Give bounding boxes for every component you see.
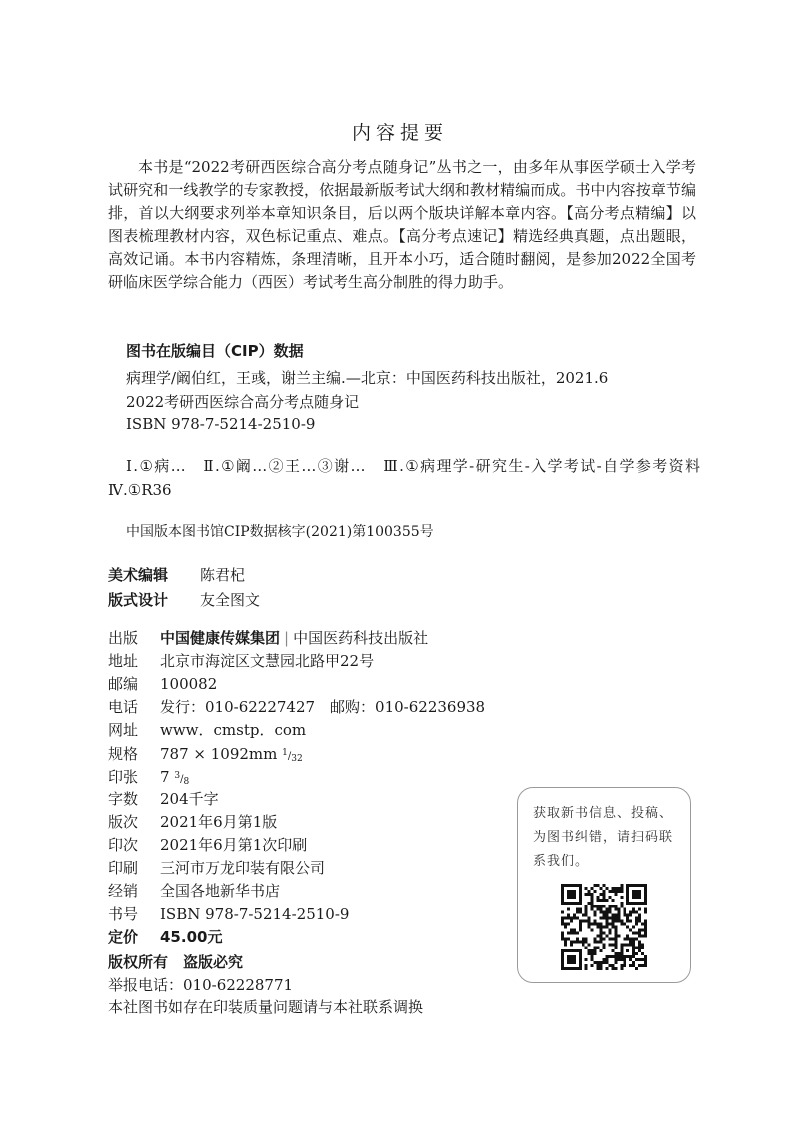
printer-row — [108, 857, 325, 879]
format-fraction: $^1/_{32}$ — [282, 748, 303, 764]
printer-label: 印刷 — [108, 859, 139, 877]
sheets-value: 7 — [160, 768, 170, 786]
credit-art-editor — [108, 564, 245, 585]
summary-paragraph: 本书是“2022考研西医综合高分考点随身记”丛书之一，由多年从事医学硕士入学考试研究和一线教学的专家教授，依据最新版考试大纲和教材精编而成。书中内容按章节编排，首以大纲要求列举本章知识条目，后以两个版块详解本章内容。【高分考点精编】以图表梳理教材内容，双色标记重点、难点。【高分考点速记】精选经典真题，点出题眼，高效记诵。本书内容精炼，条理清晰，且开本小巧，适合随时翻阅，是参加2022全国考研临床医学综合能力（西医）考试考生高分制胜的得力助手。 — [108, 158, 696, 291]
format-label: 规格 — [108, 745, 139, 763]
website-value: www．cmstp．com — [160, 721, 307, 739]
price-label: 定价 — [108, 928, 139, 946]
quality-notice: 本社图书如存在印装质量问题请与本社联系调换 — [108, 998, 424, 1016]
phone-value: 发行：010-62227427 邮购：010-62236938 — [160, 698, 486, 716]
phone-label: 电话 — [108, 698, 139, 716]
distributor-value: 全国各地新华书店 — [160, 882, 281, 900]
report-hotline: 举报电话：010-62228771 — [108, 976, 294, 994]
printing-value: 2021年6月第1次印刷 — [160, 836, 308, 854]
word-count-value: 204千字 — [160, 790, 219, 808]
cip-line-3: ISBN 978-7-5214-2510-9 — [126, 415, 316, 433]
qr-caption: 获取新书信息、投稿、为图书纠错，请扫码联系我们。 — [533, 806, 674, 869]
format-row — [108, 742, 303, 764]
cip-heading: 图书在版编目（CIP）数据 — [126, 342, 304, 360]
separator: | — [284, 629, 290, 647]
isbn-row — [108, 903, 349, 925]
sheets-label: 印张 — [108, 768, 139, 786]
format-value: 787 × 1092mm — [160, 745, 278, 763]
printing-label: 印次 — [108, 836, 139, 854]
format-denominator: 32 — [291, 754, 303, 764]
publishing-group: 中国健康传媒集团 — [160, 629, 281, 647]
phone-row — [108, 696, 485, 718]
edition-label: 版次 — [108, 813, 139, 831]
credit-label: 美术编辑 — [108, 566, 169, 584]
distributor-label: 经销 — [108, 882, 139, 900]
postcode-label: 邮编 — [108, 675, 139, 693]
page-title: 内容提要 — [351, 122, 448, 144]
distributor-row — [108, 880, 280, 902]
publisher-label: 出版 — [108, 629, 139, 647]
word-count-label: 字数 — [108, 790, 139, 808]
website-label: 网址 — [108, 721, 139, 739]
address-row — [108, 650, 374, 672]
cip-line-2: 2022考研西医综合高分考点随身记 — [126, 393, 360, 411]
qr-contact-box — [517, 787, 691, 983]
publisher-name: 中国医药科技出版社 — [293, 629, 429, 647]
cip-classification: Ⅰ.①病… Ⅱ.①阚…②王…③谢… Ⅲ.①病理学-研究生-入学考试-自学参考资料 Ⅳ.①R36 — [108, 457, 716, 499]
copyright-notice: 版权所有 盗版必究 — [108, 953, 244, 971]
address-label: 地址 — [108, 652, 139, 670]
price-row — [108, 926, 222, 948]
qr-code-icon[interactable] — [561, 884, 647, 970]
word-count-row — [108, 788, 219, 810]
edition-value: 2021年6月第1版 — [160, 813, 278, 831]
credit-value: 陈君杞 — [200, 566, 246, 584]
postcode-row — [108, 673, 217, 695]
format-numerator: 1 — [282, 748, 288, 758]
sheets-numerator: 3 — [174, 771, 181, 781]
isbn-label: 书号 — [108, 905, 139, 923]
address-value: 北京市海淀区文慧园北路甲22号 — [160, 652, 375, 670]
credit-layout-design — [108, 589, 260, 610]
cip-line-1: 病理学/阚伯红，王彧，谢兰主编.—北京：中国医药科技出版社，2021.6 — [126, 369, 609, 387]
sheets-denominator: 8 — [183, 777, 190, 787]
edition-row — [108, 811, 277, 833]
publisher-row — [108, 627, 428, 649]
postcode-value: 100082 — [160, 675, 218, 693]
credit-value: 友全图文 — [200, 591, 261, 609]
printing-row — [108, 834, 307, 856]
printer-value: 三河市万龙印装有限公司 — [160, 859, 326, 877]
price-value: 45.00元 — [160, 928, 223, 946]
credit-label: 版式设计 — [108, 591, 169, 609]
sheets-fraction: $^3/_8$ — [174, 771, 190, 787]
website-row — [108, 719, 306, 741]
cip-approval: 中国版本图书馆CIP数据核字(2021)第100355号 — [126, 524, 434, 540]
isbn-value: ISBN 978-7-5214-2510-9 — [160, 905, 350, 923]
sheets-row — [108, 765, 189, 787]
